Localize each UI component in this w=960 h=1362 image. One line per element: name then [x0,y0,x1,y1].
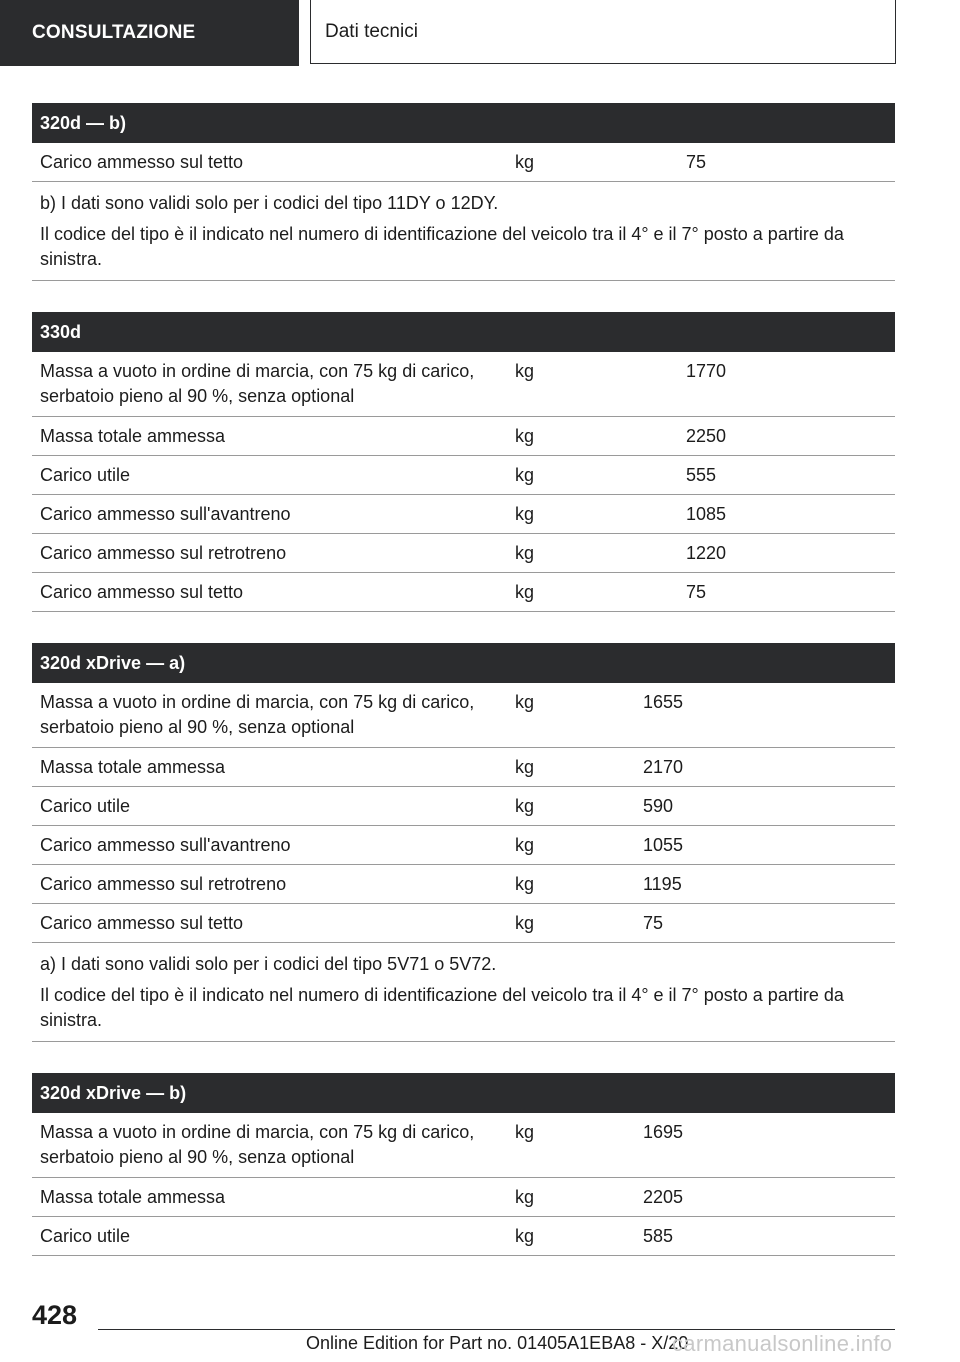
table-title: 320d — b) [32,103,895,143]
footnote-line: Il codice del tipo è il indicato nel numero di identificazione del veicolo tra il 4° e il 7° posto a partire da sinistra. [40,224,844,269]
footer-divider [98,1329,895,1330]
spec-table-320d-xdrive-a [32,643,895,1042]
row-value: 1655 [643,692,684,712]
row-label: Carico ammesso sul tetto [40,913,244,933]
row-label: Massa totale ammessa [40,426,226,446]
footnote-line: Il codice del tipo è il indicato nel numero di identificazione del veicolo tra il 4° e il 7° posto a partire da sinistra. [40,985,844,1030]
row-value: 590 [643,796,674,816]
table-row [32,787,895,826]
row-value: 555 [686,465,717,485]
row-unit: kg [515,835,535,855]
footnote-line: b) I dati sono validi solo per i codici del tipo 11DY o 12DY. [40,193,499,213]
table-row [32,748,895,787]
row-value: 1770 [686,361,727,381]
spec-content [32,103,895,1287]
spec-table-330d [32,312,895,612]
row-unit: kg [515,543,535,563]
table-row [32,683,895,748]
row-unit: kg [515,692,535,712]
row-label: Carico ammesso sull'avantreno [40,835,291,855]
row-value: 1055 [643,835,684,855]
page-number: 428 [32,1300,78,1330]
edition-note: Online Edition for Part no. 01405A1EBA8 - X/20 [306,1333,689,1353]
row-label: Carico ammesso sull'avantreno [40,504,291,524]
table-row [32,904,895,943]
row-unit: kg [515,504,535,524]
table-row [32,495,895,534]
table-row [32,417,895,456]
row-value: 1195 [643,874,682,894]
table-title: 330d [32,312,895,352]
table-row [32,1217,895,1256]
row-unit: kg [515,796,535,816]
section-tab: CONSULTAZIONE [0,0,299,66]
row-value: 75 [643,913,664,933]
row-unit: kg [515,465,535,485]
table-footnote [32,182,895,281]
row-value: 75 [686,582,707,602]
table-row [32,1178,895,1217]
row-unit: kg [515,426,535,446]
table-row [32,865,895,904]
row-value: 1695 [643,1122,684,1142]
row-label: Carico utile [40,796,131,816]
row-label: Carico ammesso sul tetto [40,152,244,172]
footnote-line: a) I dati sono validi solo per i codici del tipo 5V71 o 5V72. [40,954,497,974]
table-title: 320d xDrive — b) [32,1073,895,1113]
row-label: Massa a vuoto in ordine di marcia, con 75 kg di carico, serbatoio pieno al 90 %, senza optional [40,692,475,737]
row-value: 585 [643,1226,674,1246]
row-label: Massa totale ammessa [40,757,226,777]
row-label: Carico ammesso sul retrotreno [40,543,287,563]
table-title: 320d xDrive — a) [32,643,895,683]
table-row [32,534,895,573]
row-unit: kg [515,361,535,381]
row-value: 75 [686,152,707,172]
row-label: Massa totale ammessa [40,1187,226,1207]
chapter-title: Dati tecnici [310,0,896,64]
row-value: 1220 [686,543,727,563]
row-unit: kg [515,582,535,602]
table-row [32,826,895,865]
row-label: Carico utile [40,1226,131,1246]
watermark: carmanualsonline.info [672,1331,893,1356]
row-value: 1085 [686,504,727,524]
row-label: Massa a vuoto in ordine di marcia, con 75 kg di carico, serbatoio pieno al 90 %, senza optional [40,361,475,406]
row-value: 2170 [643,757,684,777]
row-unit: kg [515,913,535,933]
row-unit: kg [515,874,535,894]
row-unit: kg [515,1226,535,1246]
table-row [32,1113,895,1178]
table-row [32,456,895,495]
row-unit: kg [515,1187,535,1207]
row-value: 2250 [686,426,727,446]
row-label: Carico ammesso sul retrotreno [40,874,287,894]
page-header [0,0,960,66]
row-unit: kg [515,757,535,777]
table-row [32,573,895,612]
row-label: Carico utile [40,465,131,485]
row-value: 2205 [643,1187,684,1207]
row-label: Massa a vuoto in ordine di marcia, con 75 kg di carico, serbatoio pieno al 90 %, senza optional [40,1122,475,1167]
table-row [32,143,895,182]
row-label: Carico ammesso sul tetto [40,582,244,602]
row-unit: kg [515,152,535,172]
table-row [32,352,895,417]
spec-table-320d-xdrive-b [32,1073,895,1256]
spec-table-320d-b [32,103,895,281]
table-footnote [32,943,895,1042]
row-unit: kg [515,1122,535,1142]
